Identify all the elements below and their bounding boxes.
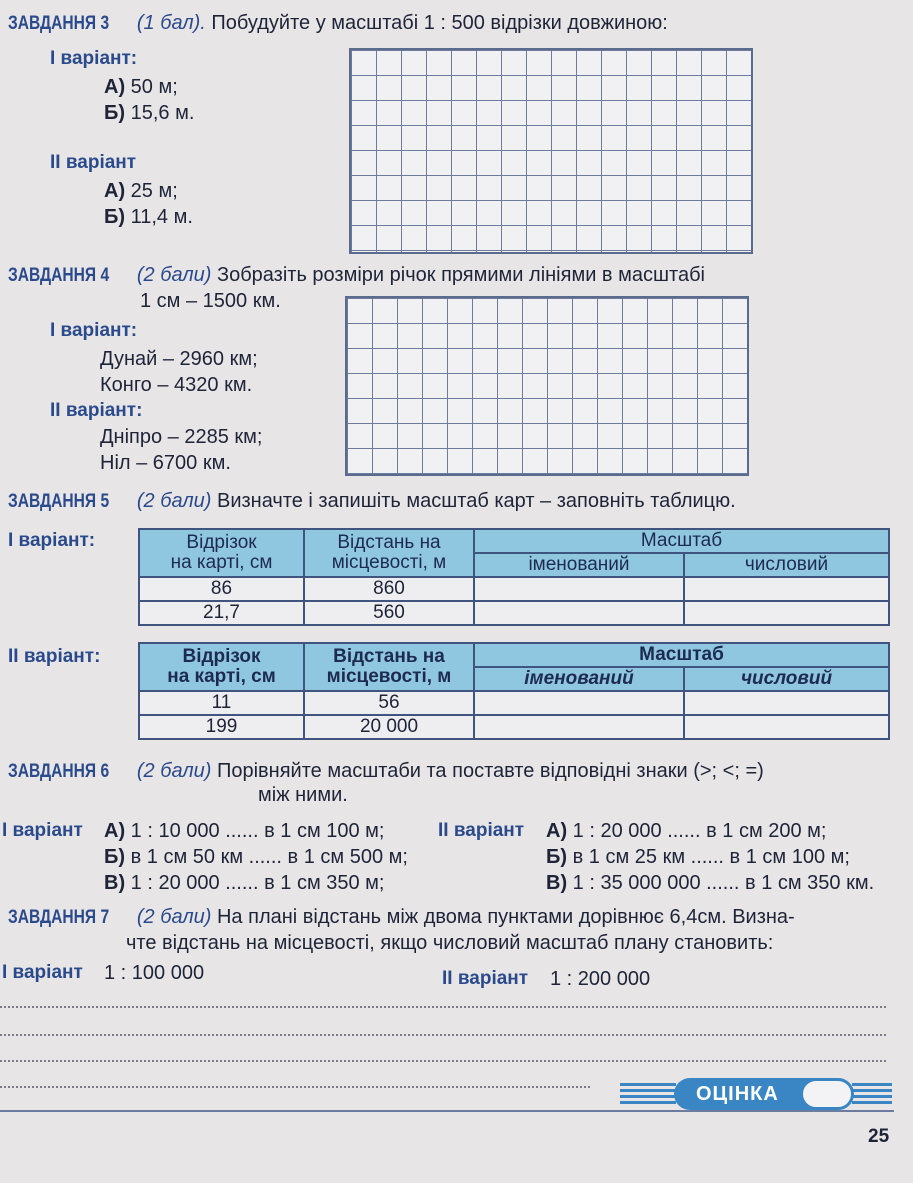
task3-number: ЗАВДАННЯ 3 <box>8 13 110 34</box>
task7-variant1-label: І варіант <box>2 962 83 983</box>
task5-variant2-label: ІІ варіант: <box>8 646 101 667</box>
table-row <box>139 601 889 625</box>
header-numeric: числовий <box>684 667 889 691</box>
cell-numeric-answer[interactable] <box>684 715 889 739</box>
task7-points: (2 бали) <box>136 906 212 928</box>
header-segment: Відрізок на карті, см <box>139 529 304 577</box>
task3-v1-b: Б) 15,6 м. <box>104 102 195 124</box>
task6-v1-c: В) 1 : 20 000 ...... в 1 см 350 м; <box>104 872 385 894</box>
cell-numeric-answer[interactable] <box>684 577 889 601</box>
cell-named-answer[interactable] <box>474 601 684 625</box>
table-row <box>139 691 889 715</box>
cell-distance: 560 <box>304 601 474 625</box>
header-scale: Масштаб <box>474 529 889 553</box>
answer-line-3[interactable] <box>0 1060 886 1062</box>
footer-divider <box>0 1110 894 1112</box>
answer-line-1[interactable] <box>0 1006 886 1008</box>
task6-number: ЗАВДАННЯ 6 <box>8 761 110 782</box>
task4-v1-line1: Дунай – 2960 км; <box>100 348 258 370</box>
grade-decoration-left <box>620 1083 676 1105</box>
cell-distance: 56 <box>304 691 474 715</box>
task6-text: Порівняйте масштаби та поставте відповідні знаки (>; <; =) <box>216 760 764 782</box>
cell-segment: 86 <box>139 577 304 601</box>
task7-v2-value: 1 : 200 000 <box>550 968 651 990</box>
task4-v1-line2: Конго – 4320 км. <box>100 374 253 396</box>
cell-segment: 21,7 <box>139 601 304 625</box>
table-row <box>139 577 889 601</box>
task5-variant1-label: І варіант: <box>8 530 96 551</box>
task6-v2-b: Б) в 1 см 25 км ...... в 1 см 100 м; <box>546 846 850 868</box>
task5-variant2-table <box>138 642 890 740</box>
task3-v2-a: А) 25 м; <box>104 180 178 202</box>
cell-segment: 11 <box>139 691 304 715</box>
task3-variant1-label: І варіант: <box>50 48 138 69</box>
task7-number: ЗАВДАННЯ 7 <box>8 907 110 928</box>
task5-number: ЗАВДАННЯ 5 <box>8 491 110 512</box>
task5-points: (2 бали) <box>136 490 212 512</box>
grade-badge <box>674 1078 852 1110</box>
task3-drawing-grid[interactable] <box>349 48 753 254</box>
cell-segment: 199 <box>139 715 304 739</box>
task4-heading <box>8 264 705 287</box>
answer-line-2[interactable] <box>0 1034 886 1036</box>
task6-v2-c: В) 1 : 35 000 000 ...... в 1 см 350 км. <box>546 872 875 894</box>
header-scale: Масштаб <box>474 643 889 667</box>
task5-variant1-table <box>138 528 890 626</box>
task4-variant1-label: І варіант: <box>50 320 138 341</box>
task3-points: (1 бал). <box>136 12 206 34</box>
task5-heading <box>8 490 736 513</box>
cell-named-answer[interactable] <box>474 715 684 739</box>
grade-field[interactable] <box>800 1078 854 1110</box>
header-numeric: числовий <box>684 553 889 577</box>
task7-heading <box>8 906 795 929</box>
cell-numeric-answer[interactable] <box>684 601 889 625</box>
task4-points: (2 бали) <box>136 264 212 286</box>
task7-variant2-label: ІІ варіант <box>442 968 529 989</box>
task7-text-line2: чте відстань на місцевості, якщо числовий масштаб плану становить: <box>126 932 774 954</box>
task3-v2-b: Б) 11,4 м. <box>104 206 193 228</box>
task3-v1-a: А) 50 м; <box>104 76 178 98</box>
header-segment: Відрізок на карті, см <box>139 643 304 691</box>
task6-v1-b: Б) в 1 см 50 км ...... в 1 см 500 м; <box>104 846 408 868</box>
cell-named-answer[interactable] <box>474 691 684 715</box>
cell-named-answer[interactable] <box>474 577 684 601</box>
task4-variant2-label: ІІ варіант: <box>50 400 143 421</box>
task7-v1-value: 1 : 100 000 <box>104 962 205 984</box>
cell-distance: 20 000 <box>304 715 474 739</box>
grade-label: ОЦІНКА <box>696 1083 779 1105</box>
task5-text: Визначте і запишіть масштаб карт – заповніть таблицю. <box>216 490 736 512</box>
task3-variant2-label: ІІ варіант <box>50 152 137 173</box>
page-number: 25 <box>868 1126 890 1147</box>
task6-text-line2: між ними. <box>258 784 348 806</box>
header-named: іменований <box>474 553 684 577</box>
cell-numeric-answer[interactable] <box>684 691 889 715</box>
cell-distance: 860 <box>304 577 474 601</box>
header-named: іменований <box>474 667 684 691</box>
task3-text: Побудуйте у масштабі 1 : 500 відрізки довжиною: <box>211 12 668 34</box>
task4-drawing-grid[interactable] <box>345 296 749 476</box>
task4-v2-line1: Дніпро – 2285 км; <box>100 426 263 448</box>
header-distance: Відстань на місцевості, м <box>304 643 474 691</box>
header-distance: Відстань на місцевості, м <box>304 529 474 577</box>
task4-text-line2: 1 см – 1500 км. <box>140 290 281 312</box>
task3-heading <box>8 12 668 35</box>
task7-text: На плані відстань між двома пунктами дорівнює 6,4см. Визна- <box>216 906 795 928</box>
table-row <box>139 715 889 739</box>
task6-variant2-label: ІІ варіант <box>438 820 525 841</box>
answer-line-4[interactable] <box>0 1086 590 1088</box>
task6-heading <box>8 760 764 783</box>
task6-v2-a: А) 1 : 20 000 ...... в 1 см 200 м; <box>546 820 827 842</box>
task4-text: Зобразіть розміри річок прямими лініями в масштабі <box>216 264 705 286</box>
grade-decoration-right <box>852 1083 892 1105</box>
task4-number: ЗАВДАННЯ 4 <box>8 265 110 286</box>
task6-v1-a: А) 1 : 10 000 ...... в 1 см 100 м; <box>104 820 385 842</box>
task6-variant1-label: І варіант <box>2 820 83 841</box>
task6-points: (2 бали) <box>136 760 212 782</box>
task4-v2-line2: Ніл – 6700 км. <box>100 452 231 474</box>
